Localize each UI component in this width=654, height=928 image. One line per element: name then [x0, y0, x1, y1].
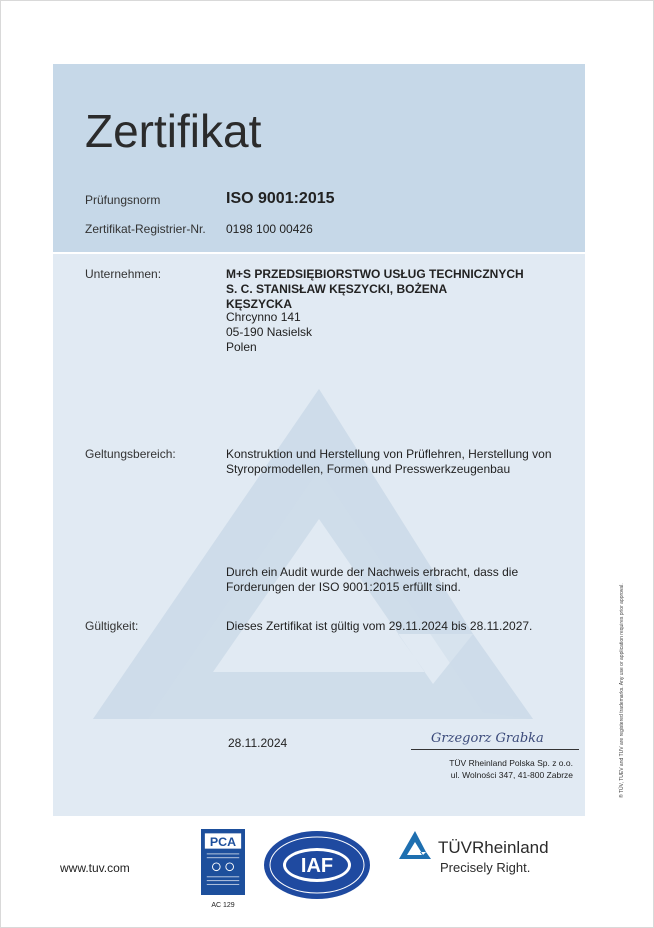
signature: Grzegorz Grabka	[431, 731, 544, 746]
standard-label: Prüfungsnorm	[85, 193, 161, 207]
company-name-line: KĘSZYCKA	[226, 297, 293, 311]
tuv-brand-name: TÜVRheinland	[438, 838, 549, 857]
address-line: Polen	[226, 340, 257, 354]
website-link[interactable]: www.tuv.com	[60, 861, 130, 875]
scope-text	[226, 447, 552, 477]
validity-value: Dieses Zertifikat ist gültig vom 29.11.2024 bis 28.11.2027.	[226, 619, 533, 633]
issuer-line: TÜV Rheinland Polska Sp. z o.o.	[449, 758, 573, 768]
audit-line: Durch ein Audit wurde der Nachweis erbracht, dass die	[226, 565, 519, 579]
svg-text:IAF: IAF	[300, 855, 334, 877]
pca-logo	[201, 829, 245, 909]
scope-line: Konstruktion und Herstellung von Prüflehren, Herstellung von	[226, 447, 552, 461]
registry-label: Zertifikat-Registrier-Nr.	[85, 222, 206, 236]
certificate-title: Zertifikat	[85, 105, 262, 157]
issue-date: 28.11.2024	[228, 736, 288, 750]
audit-line: Forderungen der ISO 9001:2015 erfüllt sind.	[226, 580, 461, 594]
company-name-line: M+S PRZEDSIĘBIORSTWO USŁUG TECHNICZNYCH	[226, 267, 524, 281]
tuv-logo-icon	[397, 829, 433, 863]
company-address	[226, 310, 312, 355]
iaf-logo-icon	[263, 830, 371, 900]
trademark-note: ® TÜV, TUEV and TUV are registered trademarks. Any use or application requires prior approval.	[619, 583, 625, 798]
validity-label: Gültigkeit:	[85, 619, 139, 633]
issuer-address	[403, 757, 573, 781]
certificate-panel	[53, 64, 585, 816]
company-label: Unternehmen:	[85, 267, 162, 281]
address-line: 05-190 Nasielsk	[226, 325, 313, 339]
registry-value: 0198 100 00426	[226, 222, 313, 236]
standard-value: ISO 9001:2015	[226, 190, 335, 207]
address-line: Chrcynno 141	[226, 310, 301, 324]
tuv-slogan: Precisely Right.	[440, 860, 531, 875]
pca-caption: AC 129	[211, 902, 235, 909]
pca-logo-icon	[201, 829, 245, 895]
signature-line	[411, 749, 579, 750]
audit-statement	[226, 565, 518, 595]
company-name-line: S. C. STANISŁAW KĘSZYCKI, BOŻENA	[226, 282, 448, 296]
scope-line: Styropormodellen, Formen und Presswerkzeugenbau	[226, 462, 511, 476]
svg-text:PCA: PCA	[209, 834, 237, 849]
issuer-line: ul. Wolności 347, 41-800 Zabrze	[450, 770, 573, 780]
scope-label: Geltungsbereich:	[85, 447, 176, 461]
company-name	[226, 267, 524, 312]
tuv-triangle-watermark-icon	[53, 64, 585, 816]
